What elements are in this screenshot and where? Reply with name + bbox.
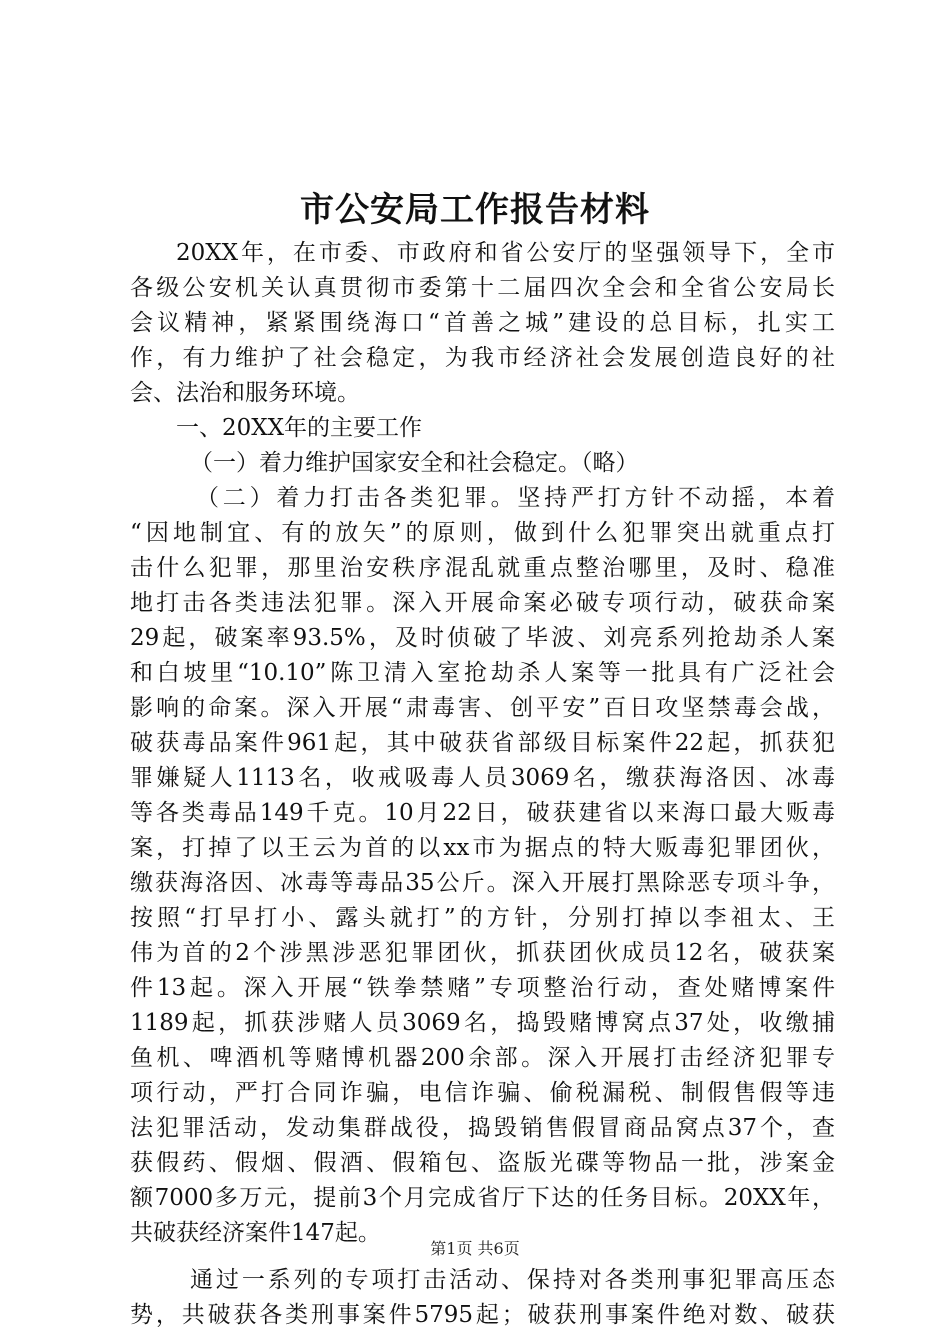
- paragraph-line: 缴获海洛因、冰毒等毒品35公斤。深入开展打黑除恶专项斗争，: [130, 870, 835, 896]
- paragraph-line: 击什么犯罪，那里治安秩序混乱就重点整治哪里，及时、稳准: [130, 555, 835, 581]
- paragraph-line: 破获毒品案件961起，其中破获省部级目标案件22起，抓获犯: [130, 730, 835, 756]
- paragraph-line: 地打击各类违法犯罪。深入开展命案必破专项行动，破获命案: [130, 590, 835, 616]
- paragraph-line: 案，打掉了以王云为首的以xx市为据点的特大贩毒犯罪团伙，: [130, 835, 835, 861]
- paragraph-line: 件13起。深入开展“铁拳禁赌”专项整治行动，查处赌博案件: [130, 975, 835, 1001]
- paragraph-line: 和白坡里“10.10”陈卫清入室抢劫杀人案等一批具有广泛社会: [130, 660, 835, 686]
- document-title: 市公安局工作报告材料: [300, 190, 650, 230]
- paragraph-line: “因地制宜、有的放矢”的原则，做到什么犯罪突出就重点打: [130, 520, 835, 546]
- paragraph-line: 鱼机、啤酒机等赌博机器200余部。深入开展打击经济犯罪专: [130, 1045, 835, 1071]
- paragraph-line: 项行动，严打合同诈骗，电信诈骗、偷税漏税、制假售假等违: [130, 1080, 835, 1106]
- document-body: [130, 236, 835, 1333]
- paragraph-line: （二）着力打击各类犯罪。坚持严打方针不动摇，本着: [196, 485, 835, 511]
- paragraph-line: 法犯罪活动，发动集群战役，捣毁销售假冒商品窝点37个，查: [130, 1115, 835, 1141]
- paragraph-line: 20XX年，在市委、市政府和省公安厅的坚强领导下，全市: [176, 240, 835, 266]
- paragraph-line: 获假药、假烟、假酒、假箱包、盗版光碟等物品一批，涉案金: [130, 1150, 835, 1176]
- page-number-footer: 第1页 共6页: [430, 1239, 520, 1258]
- paragraph-line: 通过一系列的专项打击活动、保持对各类刑事犯罪高压态: [190, 1267, 835, 1293]
- section-heading: 一、20XX年的主要工作: [176, 415, 423, 441]
- paragraph-line: 按照“打早打小、露头就打”的方针，分别打掉以李祖太、王: [130, 905, 835, 931]
- subsection-heading: （一）着力维护国家安全和社会稳定。（略）: [190, 450, 639, 476]
- paragraph-line: 罪嫌疑人1113名，收戒吸毒人员3069名，缴获海洛因、冰毒: [130, 765, 835, 791]
- paragraph-line: 各级公安机关认真贯彻市委第十二届四次全会和全省公安局长: [130, 275, 835, 301]
- paragraph-line: 会、法治和服务环境。: [130, 380, 360, 406]
- paragraph-line: 额7000多万元，提前3个月完成省厅下达的任务目标。20XX年，: [130, 1185, 835, 1211]
- paragraph-line: 作，有力维护了社会稳定，为我市经济社会发展创造良好的社: [130, 345, 835, 371]
- paragraph-line: 29起，破案率93.5%，及时侦破了毕波、刘亮系列抢劫杀人案: [130, 625, 835, 651]
- paragraph-line: 势，共破获各类刑事案件5795起；破获刑事案件绝对数、破获: [130, 1302, 835, 1328]
- paragraph-line: 伟为首的2个涉黑涉恶犯罪团伙，抓获团伙成员12名，破获案: [130, 940, 835, 966]
- paragraph-line: 共破获经济案件147起。: [130, 1220, 381, 1246]
- paragraph-line: 会议精神，紧紧围绕海口“首善之城”建设的总目标，扎实工: [130, 310, 835, 336]
- paragraph-line: 等各类毒品149千克。10月22日，破获建省以来海口最大贩毒: [130, 800, 835, 826]
- paragraph-line: 影响的命案。深入开展“肃毒害、创平安”百日攻坚禁毒会战，: [130, 695, 835, 721]
- paragraph-line: 1189起，抓获涉赌人员3069名，捣毁赌博窝点37处，收缴捕: [130, 1010, 835, 1036]
